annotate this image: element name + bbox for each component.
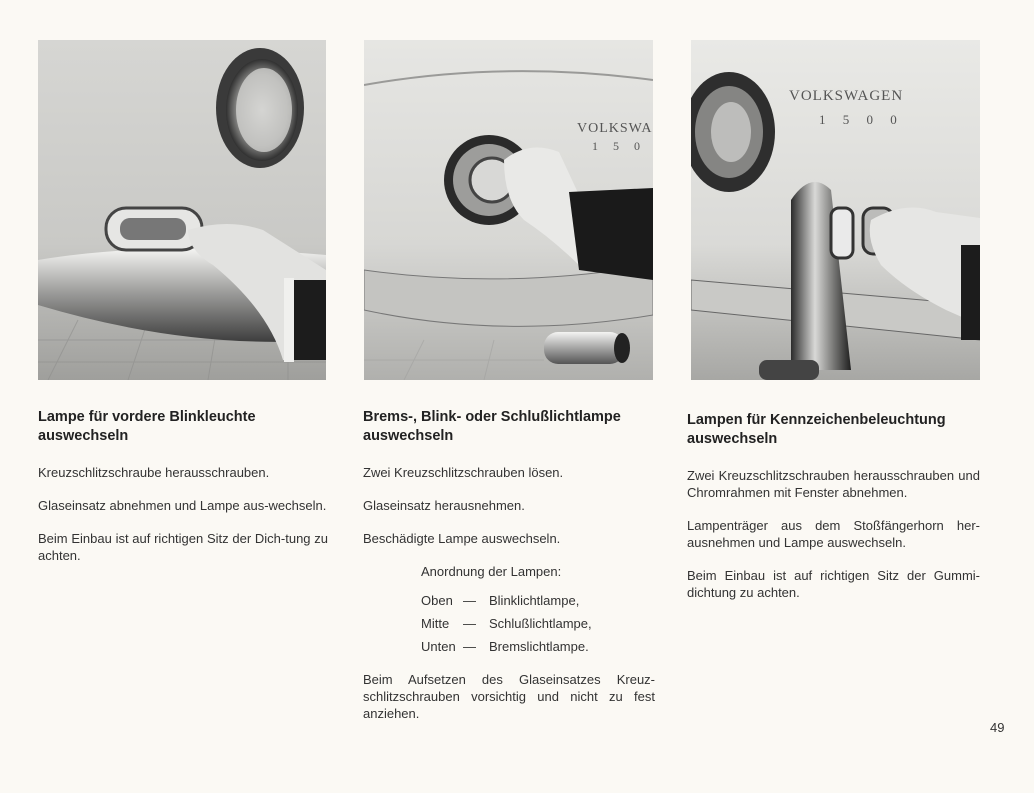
paragraph: Glaseinsatz abnehmen und Lampe aus-wechseln. <box>38 498 327 513</box>
lamp-name: Schlußlichtlampe, <box>489 616 592 631</box>
lamp-row <box>421 592 655 609</box>
lamp-row <box>421 638 655 655</box>
paragraph: Lampenträger aus dem Stoßfängerhorn her-ausnehmen und Lampe auswechseln. <box>687 518 980 550</box>
lamp-arrangement <box>421 563 655 655</box>
paragraph: Beim Einbau ist auf richtigen Sitz der Dich-tung zu achten. <box>38 531 328 563</box>
license-plate-light-photo <box>691 40 980 380</box>
column-tail-light <box>363 408 655 738</box>
page-number: 49 <box>990 720 1005 735</box>
section-heading: Lampe für vordere Blinkleuchte auswechseln <box>38 409 256 444</box>
column-license-plate-light <box>687 411 980 617</box>
lamp-arrangement-title: Anordnung der Lampen: <box>421 564 562 579</box>
emblem-volkswagen: VOLKSWA <box>577 121 653 136</box>
lamp-dash: — <box>463 616 476 631</box>
lamp-dash: — <box>463 639 476 654</box>
lamp-position: Oben <box>421 593 453 608</box>
section-heading: Brems-, Blink- oder Schlußlichtlampe auswechseln <box>363 409 621 444</box>
paragraph: Zwei Kreuzschlitzschrauben lösen. <box>363 465 564 480</box>
section-heading: Lampen für Kennzeichenbeleuchtung auswechseln <box>687 412 946 447</box>
paragraph: Beim Aufsetzen des Glaseinsatzes Kreuz-schlitzschrauben vorsichtig und nicht zu fest anziehen. <box>363 672 655 721</box>
front-turn-signal-photo <box>38 40 326 380</box>
lamp-name: Blinklichtlampe, <box>489 593 580 608</box>
lamp-dash: — <box>463 593 476 608</box>
lamp-row <box>421 615 655 632</box>
paragraph: Zwei Kreuzschlitzschrauben herausschrauben und Chromrahmen mit Fenster abnehmen. <box>687 468 980 500</box>
column-front-turn-signal <box>38 408 328 580</box>
paragraph: Beschädigte Lampe auswechseln. <box>363 531 561 546</box>
emblem-1500: 1 5 0 0 <box>819 112 904 127</box>
emblem-volkswagen: VOLKSWAGEN <box>789 88 904 104</box>
emblem-1500: 1 5 0 <box>592 139 646 153</box>
lamp-position: Unten <box>421 639 456 654</box>
lamp-name: Bremslichtlampe. <box>489 639 589 654</box>
lamp-position: Mitte <box>421 616 450 631</box>
tail-light-photo <box>364 40 653 380</box>
paragraph: Glaseinsatz herausnehmen. <box>363 498 525 513</box>
paragraph: Beim Einbau ist auf richtigen Sitz der Gummi-dichtung zu achten. <box>687 568 980 600</box>
paragraph: Kreuzschlitzschraube herausschrauben. <box>38 465 270 480</box>
